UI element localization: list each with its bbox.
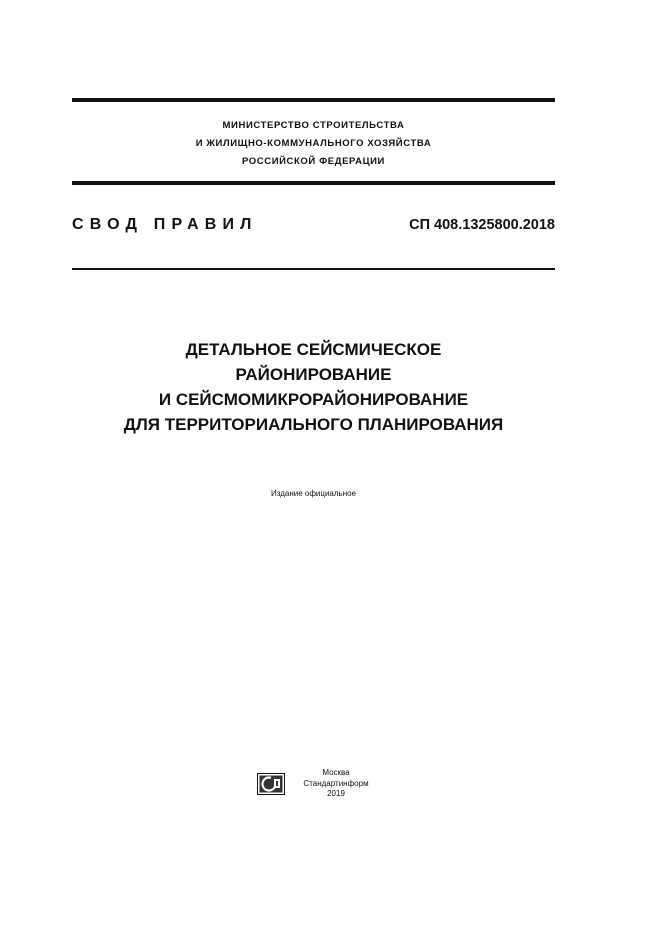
document-code: СП 408.1325800.2018	[409, 217, 555, 233]
ministry-line-3: РОССИЙСКОЙ ФЕДЕРАЦИИ	[241, 156, 385, 167]
publisher-city: Москва	[322, 768, 350, 777]
top-rule	[72, 98, 555, 102]
title-line-2: РАЙОНИРОВАНИЕ	[235, 365, 392, 384]
title-line-3: И СЕЙСМОМИКРОРАЙОНИРОВАНИЕ	[158, 390, 469, 409]
standartinform-logo-icon	[257, 773, 285, 795]
publisher-name: Стандартинформ	[303, 778, 369, 788]
publication-year: 2019	[327, 789, 345, 798]
ministry-bottom-rule	[72, 181, 555, 185]
header-rule	[72, 268, 555, 270]
publisher-block	[290, 768, 382, 800]
document-title	[60, 337, 567, 437]
ministry-name	[72, 117, 555, 171]
document-series: СВОД ПРАВИЛ	[72, 216, 258, 233]
ministry-line-2: И ЖИЛИЩНО-КОММУНАЛЬНОГО ХОЗЯЙСТВА	[195, 138, 432, 149]
edition-label: Издание официальное	[270, 489, 357, 498]
title-line-4: ДЛЯ ТЕРРИТОРИАЛЬНОГО ПЛАНИРОВАНИЯ	[123, 415, 504, 434]
title-line-1: ДЕТАЛЬНОЕ СЕЙСМИЧЕСКОЕ	[185, 340, 442, 359]
ministry-line-1: МИНИСТЕРСТВО СТРОИТЕЛЬСТВА	[222, 120, 405, 131]
